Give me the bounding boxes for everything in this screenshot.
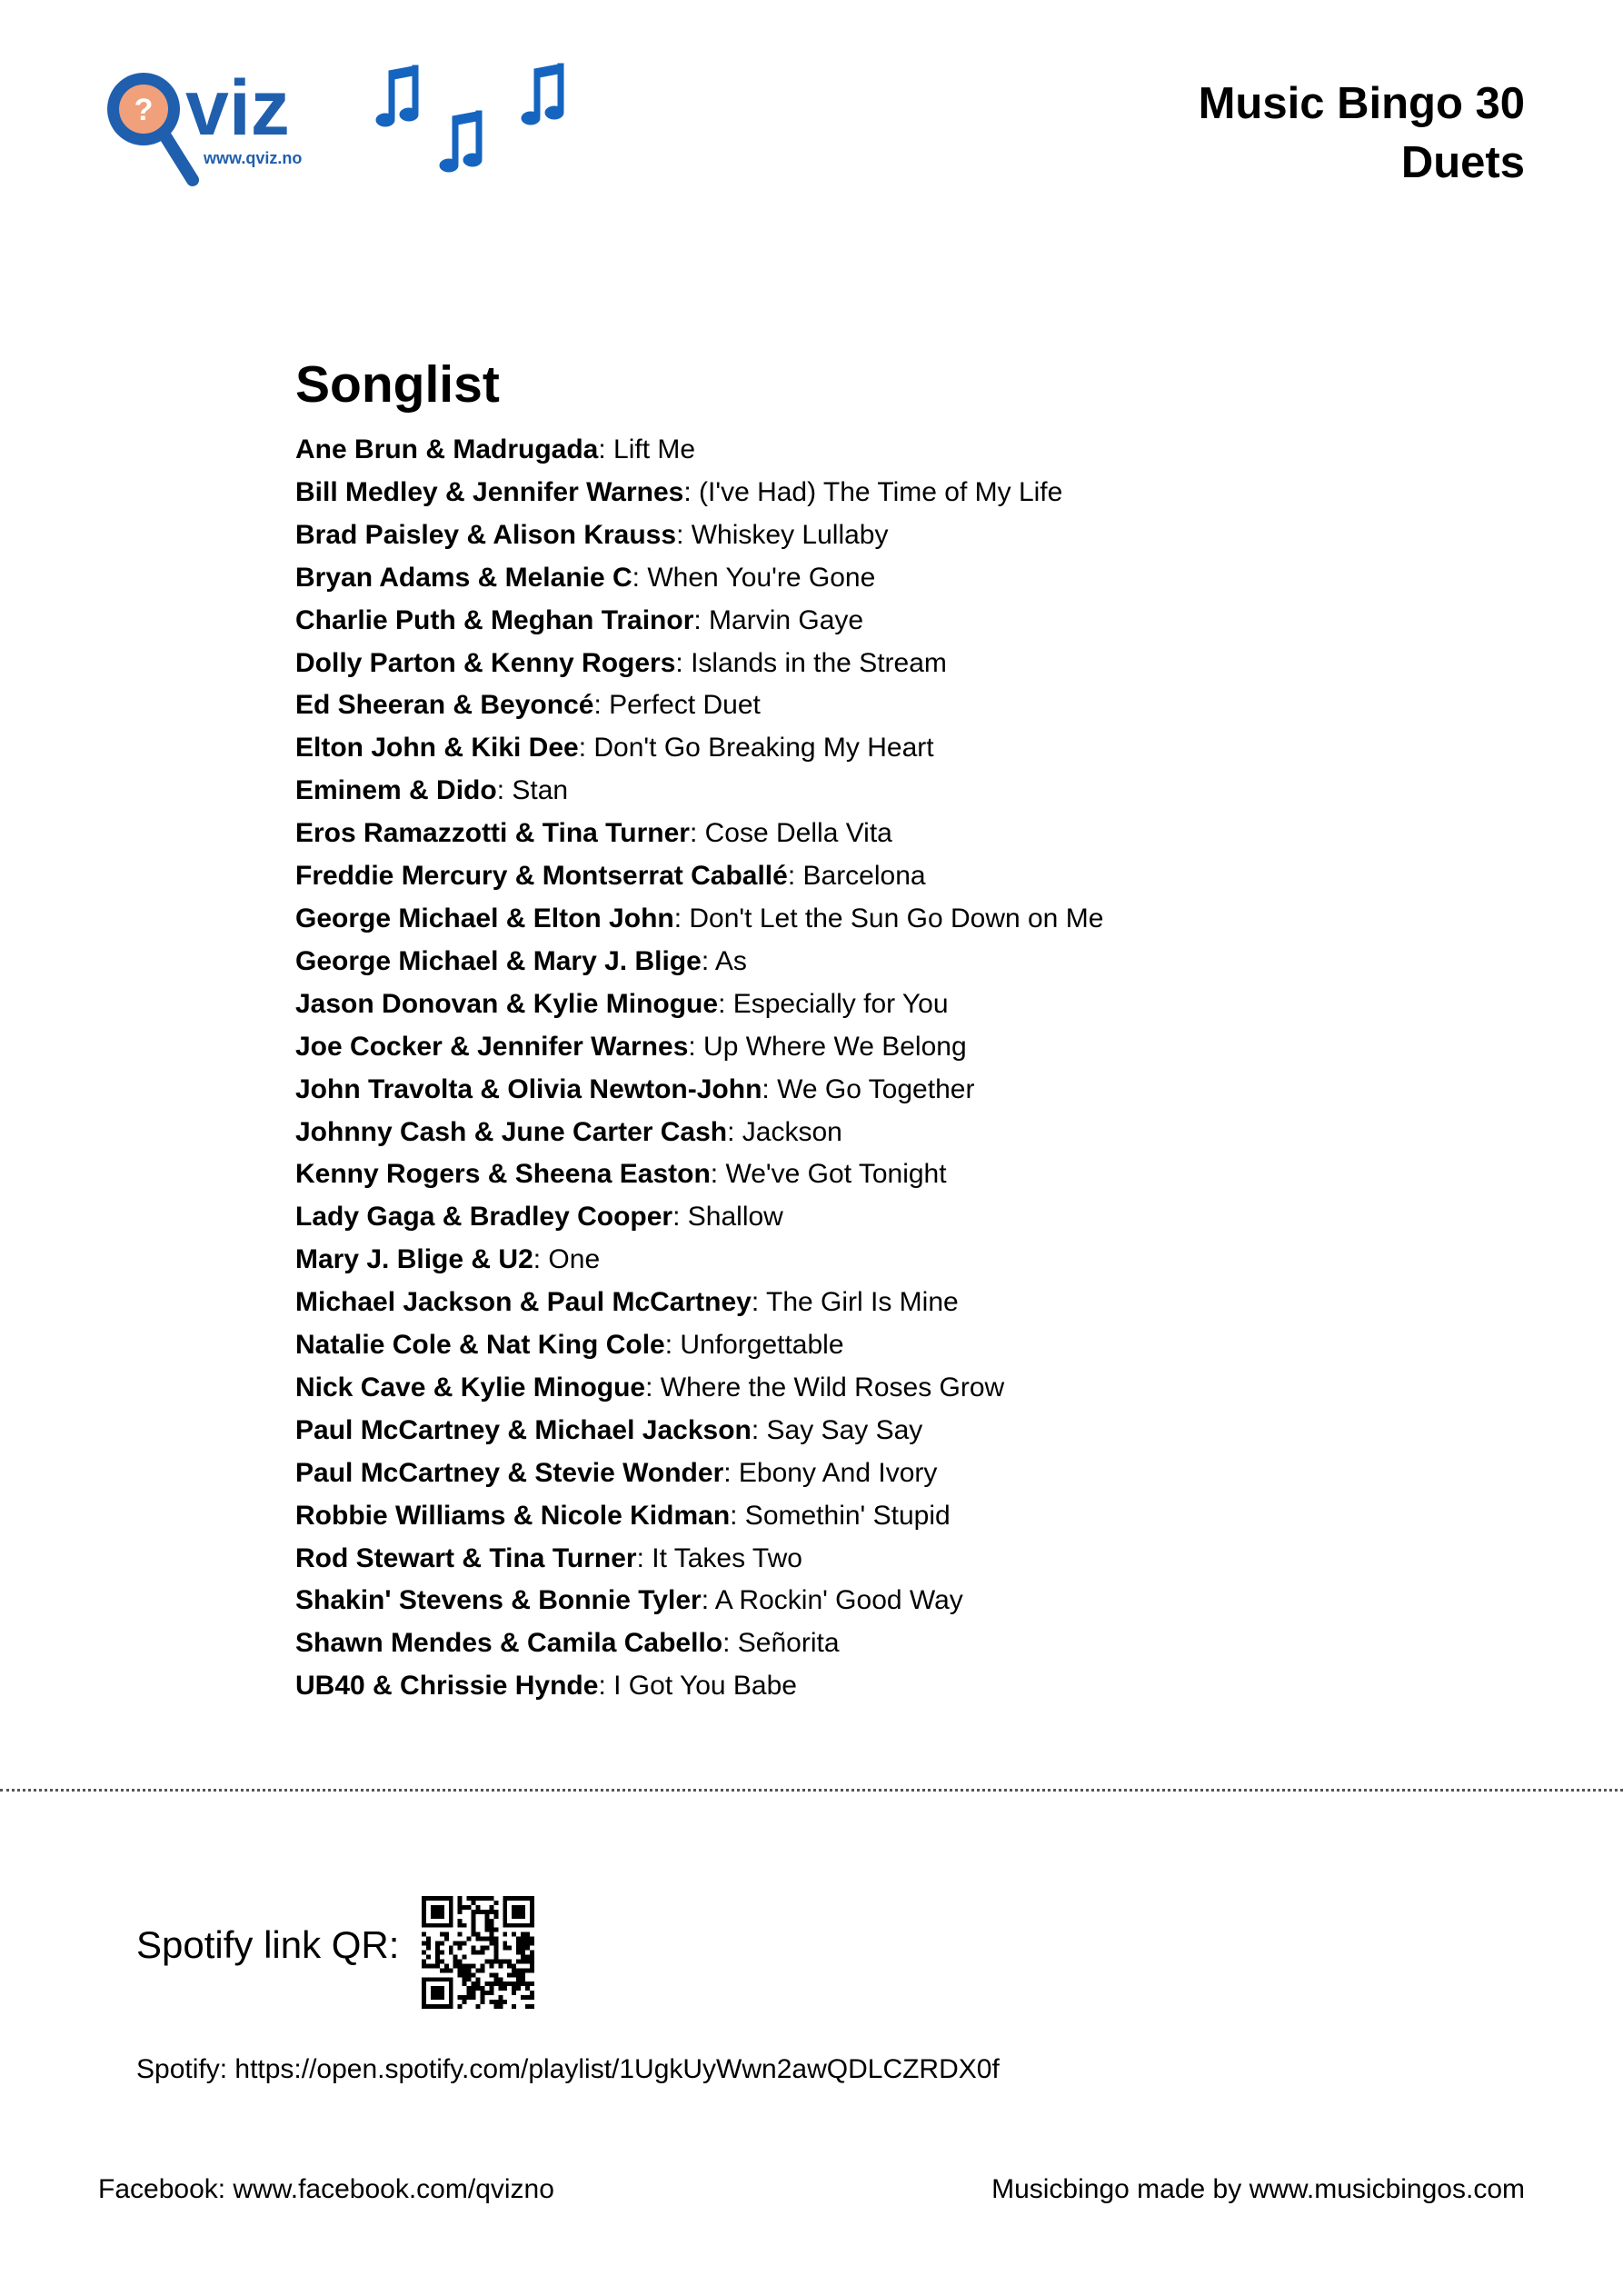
svg-text:?: ? [134,93,154,127]
qr-code-icon[interactable] [422,1896,534,2009]
song-item [295,600,1477,643]
song-title: : Somethin' Stupid [730,1500,951,1531]
song-artist: Brad Paisley & Alison Krauss [295,519,677,550]
song-title: : One [533,1244,601,1275]
song-item [295,1112,1477,1154]
song-title: : Unforgettable [664,1330,844,1361]
made-by-link[interactable]: Musicbingo made by www.musicbingos.com [991,2174,1525,2204]
song-item [295,898,1477,941]
song-artist: Paul McCartney & Michael Jackson [295,1414,752,1445]
song-artist: Mary J. Blige & U2 [295,1244,533,1275]
song-title: : Ebony And Ivory [723,1457,938,1488]
song-item [295,1495,1477,1538]
song-title: : (I've Had) The Time of My Life [683,476,1063,507]
song-item [295,727,1477,770]
song-item [295,1538,1477,1581]
music-notes-icon [376,64,563,172]
song-artist: Ane Brun & Madrugada [295,434,599,464]
song-title: : I Got You Babe [598,1671,797,1702]
qr-label: Spotify link QR: [136,1923,400,1966]
song-artist: Freddie Mercury & Montserrat Caballé [295,861,788,892]
song-title: : Say Say Say [751,1414,923,1445]
song-title: : Barcelona [787,861,926,892]
spotify-link[interactable]: Spotify: https://open.spotify.com/playlist/1UgkUyWwn2awQDLCZRDX0f [136,2054,1000,2084]
song-title: : Up Where We Belong [688,1031,967,1062]
song-artist: Michael Jackson & Paul McCartney [295,1287,752,1318]
song-item [295,557,1477,600]
song-item [295,813,1477,855]
song-artist: Bill Medley & Jennifer Warnes [295,476,684,507]
song-title: : Whiskey Lullaby [676,519,889,550]
song-item [295,1580,1477,1622]
song-artist: Jason Donovan & Kylie Minogue [295,988,719,1019]
qviz-logo [98,62,607,198]
song-title: : Cose Della Vita [689,818,892,849]
song-artist: Robbie Williams & Nicole Kidman [295,1500,731,1531]
song-artist: Dolly Parton & Kenny Rogers [295,647,676,678]
song-title: : Señorita [722,1628,840,1659]
song-title: : Don't Go Breaking My Heart [578,733,934,764]
song-list [295,429,1477,1708]
song-artist: Elton John & Kiki Dee [295,733,579,764]
song-artist: John Travolta & Olivia Newton-John [295,1073,762,1104]
songlist-heading: Songlist [295,355,500,414]
song-artist: Bryan Adams & Melanie C [295,562,632,593]
song-title: : We Go Together [762,1073,975,1104]
song-title: : The Girl Is Mine [751,1287,959,1318]
song-artist: Paul McCartney & Stevie Wonder [295,1457,724,1488]
song-item [295,1367,1477,1410]
song-item [295,855,1477,898]
song-item [295,1282,1477,1324]
song-title: : Where the Wild Roses Grow [645,1372,1005,1403]
song-title: : Don't Let the Sun Go Down on Me [673,903,1104,933]
song-artist: Shakin' Stevens & Bonnie Tyler [295,1585,702,1616]
song-item [295,1153,1477,1196]
song-title: : Especially for You [718,988,949,1019]
page-title [1199,75,1525,193]
song-artist: Ed Sheeran & Beyoncé [295,690,594,721]
song-item [295,770,1477,813]
song-item [295,983,1477,1026]
song-item [295,1239,1477,1282]
dotted-divider [0,1789,1623,1792]
song-item [295,684,1477,727]
song-item [295,1452,1477,1495]
title-line-2: Duets [1400,138,1525,187]
svg-text:viz: viz [185,65,290,152]
song-title: : We've Got Tonight [710,1159,947,1190]
song-title: : A Rockin' Good Way [701,1585,963,1616]
song-title: : It Takes Two [636,1542,802,1573]
song-artist: Joe Cocker & Jennifer Warnes [295,1031,689,1062]
song-item [295,1665,1477,1708]
song-title: : Lift Me [598,434,696,464]
song-title: : Shallow [672,1202,783,1233]
song-item [295,1410,1477,1452]
song-artist: George Michael & Mary J. Blige [295,945,702,976]
logo-url-text: www.qviz.no [204,149,303,167]
song-artist: Charlie Puth & Meghan Trainor [295,604,694,635]
song-title: : Marvin Gaye [693,604,864,635]
song-artist: Nick Cave & Kylie Minogue [295,1372,646,1403]
song-artist: Shawn Mendes & Camila Cabello [295,1628,723,1659]
song-item [295,429,1477,472]
song-item [295,643,1477,685]
song-artist: Natalie Cole & Nat King Cole [295,1330,665,1361]
title-line-1: Music Bingo 30 [1198,79,1525,128]
songlist [295,353,1477,1708]
song-item [295,472,1477,514]
song-item [295,1324,1477,1367]
song-item [295,941,1477,983]
qviz-logo-graphic [98,62,607,198]
song-artist: George Michael & Elton John [295,903,674,933]
song-item [295,1622,1477,1665]
song-title: : Stan [496,775,569,806]
song-artist: Lady Gaga & Bradley Cooper [295,1202,673,1233]
song-artist: Kenny Rogers & Sheena Easton [295,1159,711,1190]
song-item [295,1026,1477,1069]
song-title: : Perfect Duet [593,690,761,721]
song-title: : When You're Gone [632,562,876,593]
facebook-link[interactable]: Facebook: www.facebook.com/qvizno [98,2174,554,2204]
song-artist: Rod Stewart & Tina Turner [295,1542,637,1573]
song-title: : Islands in the Stream [675,647,947,678]
song-title: : As [701,945,747,976]
song-item [295,1069,1477,1112]
song-title: : Jackson [727,1116,842,1147]
song-item [295,514,1477,557]
song-artist: Johnny Cash & June Carter Cash [295,1116,728,1147]
song-item [295,1196,1477,1239]
song-artist: Eminem & Dido [295,775,497,806]
song-artist: UB40 & Chrissie Hynde [295,1671,599,1702]
song-artist: Eros Ramazzotti & Tina Turner [295,818,690,849]
